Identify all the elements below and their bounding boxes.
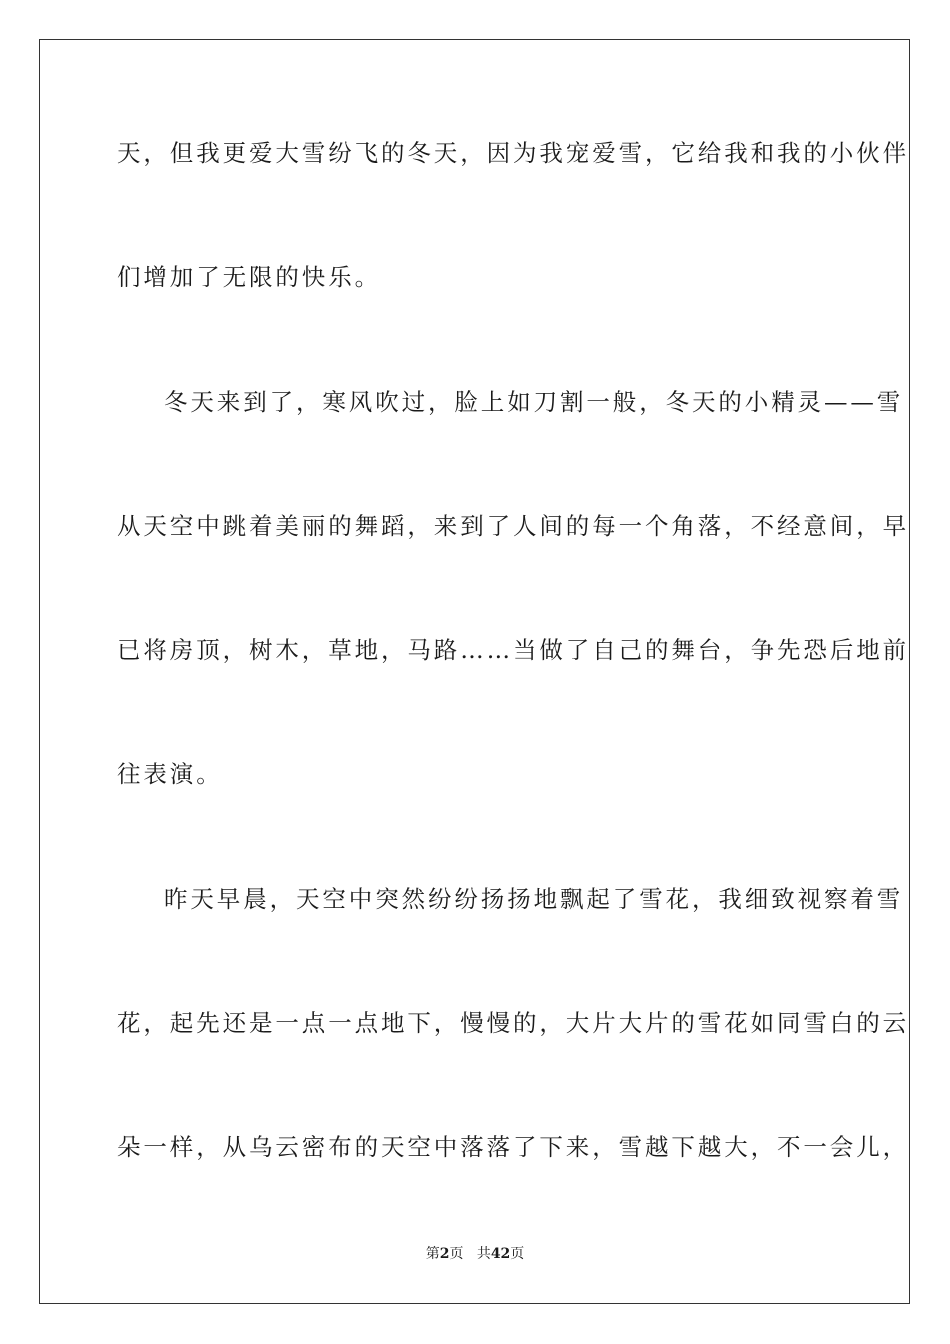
footer-total-suffix: 页 (510, 1246, 525, 1262)
text-line-9: 朵一样，从乌云密布的天空中落落了下来，雪越下越大，不一会儿， (117, 1133, 909, 1162)
footer-page-number: 2 (439, 1246, 450, 1262)
text-line-4: 从天空中跳着美丽的舞蹈，来到了人间的每一个角落，不经意间，早 (117, 511, 909, 540)
text-line-1: 天，但我更爱大雪纷飞的冬天，因为我宠爱雪，它给我和我的小伙伴 (117, 139, 909, 167)
page-footer (0, 1244, 950, 1264)
document-body (117, 127, 909, 1246)
text-line-6: 往表演。 (117, 760, 223, 789)
footer-total-pages: 42 (490, 1246, 511, 1262)
text-line-8: 花，起先还是一点一点地下，慢慢的，大片大片的雪花如同雪白的云 (117, 1009, 909, 1038)
footer-total-prefix: 共 (476, 1246, 491, 1262)
footer-page-prefix: 第 (425, 1246, 440, 1262)
text-line-3: 冬天来到了，寒风吹过，脸上如刀割一般，冬天的小精灵——雪 (164, 387, 904, 416)
text-line-7: 昨天早晨，天空中突然纷纷扬扬地飘起了雪花，我细致视察着雪 (164, 884, 904, 913)
text-line-2: 们增加了无限的快乐。 (117, 263, 381, 292)
text-line-5: 已将房顶，树木，草地，马路……当做了自己的舞台，争先恐后地前 (117, 636, 909, 665)
footer-page-suffix: 页 (449, 1246, 464, 1262)
